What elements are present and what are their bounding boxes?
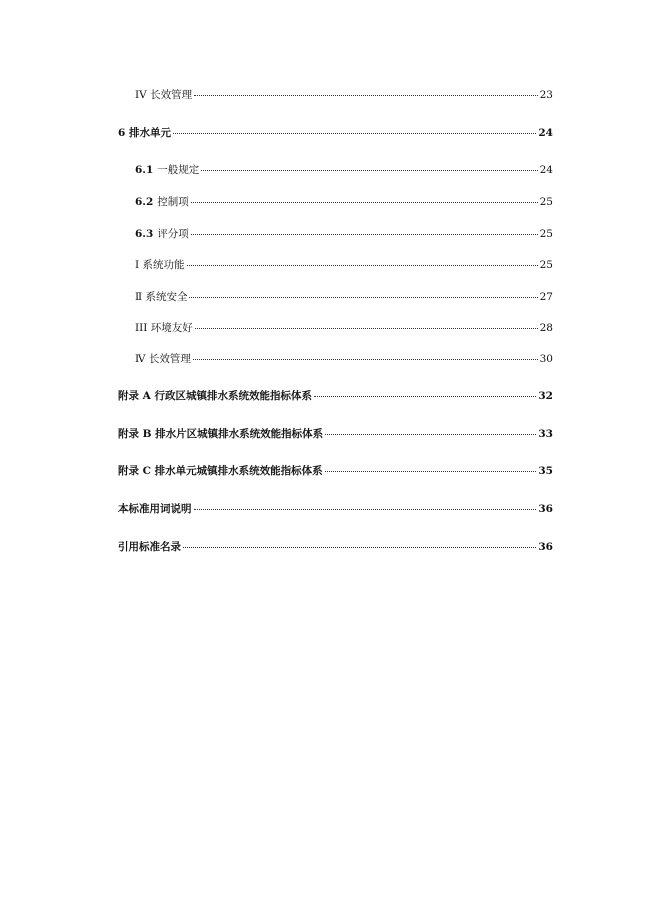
toc-page-number: 33 [538, 428, 553, 440]
toc-entry-appendix-b[interactable] [118, 427, 553, 441]
toc-leader-dots [325, 470, 537, 472]
toc-page-number: 30 [539, 353, 553, 365]
toc-leader-dots [191, 233, 538, 235]
toc-leader-dots [195, 327, 538, 329]
toc-section-number: 6.2 [135, 196, 154, 208]
toc-page-number: 23 [539, 89, 553, 101]
toc-entry-label: 本标准用词说明 [118, 503, 192, 515]
toc-leader-dots [183, 546, 536, 548]
toc-page-number: 25 [539, 196, 553, 208]
toc-entry-iii-environment-friendly[interactable] [135, 321, 553, 335]
toc-page-number: 36 [538, 503, 553, 515]
toc-entry-label: 附录 B 排水片区城镇排水系统效能指标体系 [118, 428, 324, 440]
toc-leader-dots [325, 433, 536, 435]
toc-entry-appendix-a[interactable] [118, 389, 553, 403]
toc-entry-label: 附录 C 排水单元城镇排水系统效能指标体系 [118, 465, 323, 477]
toc-entry-label: Ⅳ 长效管理 [135, 353, 191, 365]
toc-leader-dots [201, 169, 537, 171]
toc-entry-referenced-standards[interactable] [118, 540, 553, 554]
toc-section-number: 6.1 [135, 164, 154, 176]
toc-entry-iv-long-term-management-1[interactable] [135, 88, 553, 102]
toc-page-number: 36 [538, 541, 553, 553]
toc-leader-dots [187, 264, 538, 266]
toc-section-number: 6.3 [135, 228, 154, 240]
toc-page-number: 24 [538, 127, 553, 139]
toc-entry-label: III 环境友好 [135, 322, 193, 334]
toc-entry-label: I 系统功能 [135, 259, 185, 271]
toc-entry-6-2[interactable] [135, 195, 553, 209]
toc-leader-dots [314, 395, 536, 397]
toc-entry-label: 6 排水单元 [118, 127, 171, 139]
toc-entry-label: 附录 A 行政区城镇排水系统效能指标体系 [118, 390, 312, 402]
toc-entry-label: 控制项 [157, 196, 189, 208]
toc-page-number: 35 [538, 465, 553, 477]
toc-entry-6-1[interactable] [135, 163, 553, 177]
toc-entry-ii-system-safety[interactable] [135, 290, 553, 304]
toc-leader-dots [194, 508, 537, 510]
toc-page-number: 27 [539, 291, 553, 303]
toc-entry-appendix-c[interactable] [118, 464, 553, 478]
toc-entry-label: Ⅱ 系统安全 [135, 291, 188, 303]
toc-entry-label: 引用标准名录 [118, 541, 181, 553]
toc-leader-dots [194, 94, 538, 96]
toc-entry-label: IV 长效管理 [135, 89, 193, 101]
toc-entry-iv-long-term-management-2[interactable] [135, 352, 553, 366]
toc-page-number: 25 [539, 259, 553, 271]
toc-page-number: 32 [538, 390, 553, 402]
toc-page-number: 28 [539, 322, 553, 334]
toc-leader-dots [191, 201, 538, 203]
toc-page-number: 24 [539, 164, 553, 176]
toc-entry-6-3[interactable] [135, 227, 553, 241]
toc-entry-label: 一般规定 [157, 164, 200, 176]
toc-entry-chapter-6[interactable] [118, 126, 553, 140]
toc-leader-dots [189, 296, 537, 298]
toc-entry-wording-explanation[interactable] [118, 502, 553, 516]
toc-entry-label: 评分项 [157, 228, 189, 240]
toc-leader-dots [173, 132, 536, 134]
toc-leader-dots [193, 358, 538, 360]
toc-page-number: 25 [539, 228, 553, 240]
toc-entry-i-system-function[interactable] [135, 258, 553, 272]
